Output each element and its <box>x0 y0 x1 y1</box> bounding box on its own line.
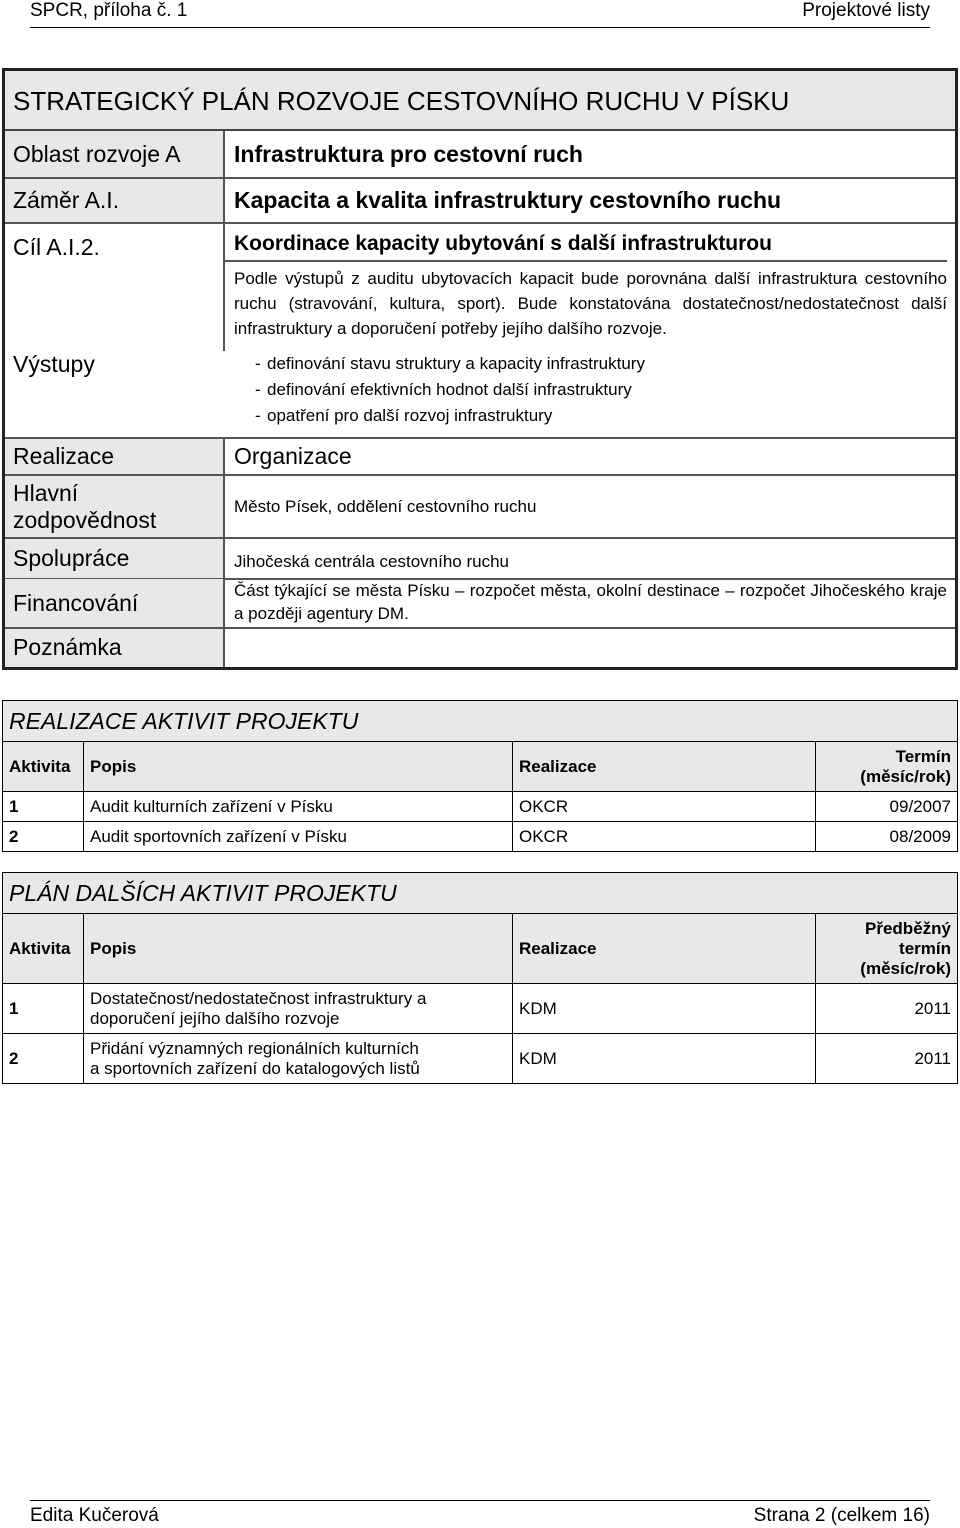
cil-value: Koordinace kapacity ubytování s další infrastrukturou <box>234 232 772 255</box>
table-row: 2 Přidání významných regionálních kulturních a sportovních zařízení do katalogových listů KDM 2011 <box>3 1034 958 1084</box>
oblast-value: Infrastruktura pro cestovní ruch <box>234 141 583 167</box>
financovani-value: Část týkající se města Písku – rozpočet města, okolní destinace – rozpočet Jihočeského kraje a později agentury DM. <box>234 581 947 623</box>
realizace-aktivit-title: REALIZACE AKTIVIT PROJEKTU <box>3 701 958 742</box>
row-financovani <box>5 579 955 629</box>
hlavni-label: Hlavní zodpovědnost <box>5 476 225 537</box>
table-row: 1 Audit kulturních zařízení v Písku OKCR 09/2007 <box>3 792 958 822</box>
realizace-aktivit-table <box>2 700 958 852</box>
table-row: 2 Audit sportovních zařízení v Písku OKCR 08/2009 <box>3 822 958 852</box>
table-header-row: Aktivita Popis Realizace Termín (měsíc/rok) <box>3 742 958 792</box>
row-hlavni <box>5 476 955 539</box>
spoluprace-value: Jihočeská centrála cestovního ruchu <box>234 552 509 571</box>
vystupy-list <box>225 351 947 429</box>
zamer-value: Kapacita a kvalita infrastruktury cestovního ruchu <box>234 187 782 213</box>
header-right: Projektové listy <box>802 0 930 21</box>
footer-page-number: Strana 2 (celkem 16) <box>753 1505 930 1526</box>
spoluprace-label: Spolupráce <box>5 539 225 578</box>
vystupy-list-wrap <box>225 351 955 429</box>
header-left: SPCR, příloha č. 1 <box>30 0 188 21</box>
plan-aktivit-title: PLÁN DALŠÍCH AKTIVIT PROJEKTU <box>3 873 958 914</box>
cil-label: Cíl A.I.2. <box>5 224 225 351</box>
table-row: 1 Dostatečnost/nedostatečnost infrastruktury a doporučení jejího dalšího rozvoje KDM 2011 <box>3 984 958 1034</box>
row-cil <box>5 224 955 351</box>
header-divider <box>30 27 930 28</box>
row-oblast <box>5 131 955 179</box>
row-realizace <box>5 439 955 476</box>
zamer-label: Záměr A.I. <box>5 179 225 222</box>
oblast-label: Oblast rozvoje A <box>5 131 225 177</box>
plan-title: STRATEGICKÝ PLÁN ROZVOJE CESTOVNÍHO RUCHU V PÍSKU <box>5 71 955 131</box>
table-header-row: Aktivita Popis Realizace Předběžný termín (měsíc/rok) <box>3 914 958 984</box>
row-vystupy <box>5 351 955 439</box>
vystupy-label: Výstupy <box>5 351 225 437</box>
realizace-label: Realizace <box>5 439 225 474</box>
poznamka-label: Poznámka <box>5 629 225 667</box>
financovani-label: Financování <box>5 579 225 627</box>
plan-aktivit-table <box>2 872 958 1084</box>
cil-content <box>225 224 955 341</box>
row-spoluprace <box>5 539 955 580</box>
project-sheet <box>2 68 958 670</box>
realizace-value: Organizace <box>234 443 352 469</box>
row-zamer <box>5 179 955 224</box>
vystupy-item: - definování efektivních hodnot další infrastruktury <box>255 380 632 399</box>
page-header <box>0 0 960 28</box>
hlavni-value: Město Písek, oddělení cestovního ruchu <box>234 497 537 516</box>
vystupy-item: - definování stavu struktury a kapacity infrastruktury <box>255 354 645 373</box>
cil-description: Podle výstupů z auditu ubytovacích kapacit bude porovnána další infrastruktura cestovního ruchu (stravování, kultura, sport). Bude konstatována dostatečnost/nedostatečnost další infrastruktury a doporučení potřeby jejího dalšího rozvoje. <box>225 260 947 341</box>
row-poznamka <box>5 629 955 667</box>
vystupy-item: - opatření pro další rozvoj infrastruktury <box>255 406 553 425</box>
footer-author: Edita Kučerová <box>30 1505 159 1526</box>
footer-divider <box>30 1500 930 1501</box>
